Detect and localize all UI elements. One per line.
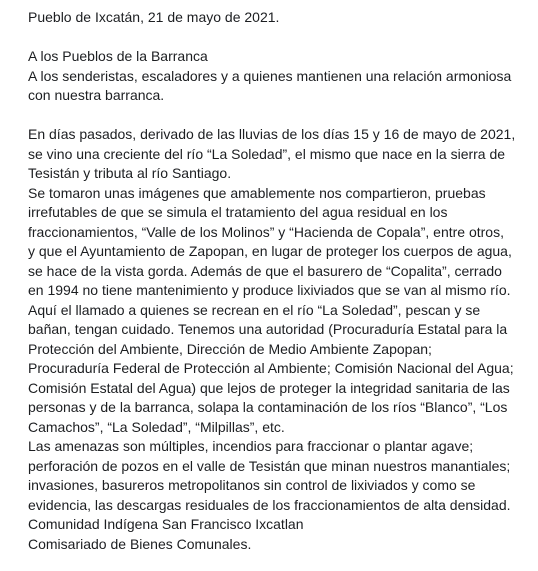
signature-line: Comunidad Indígena San Francisco Ixcatlan bbox=[28, 516, 304, 532]
body-line: Tesistán y tributa al río Santiago. bbox=[28, 165, 232, 181]
body-line: Aquí el llamado a quienes se recrean en el río “La Soledad”, pescan y se bbox=[28, 301, 481, 318]
body-line: se vino una creciente del río “La Soledad”, el mismo que nace en la sierra de bbox=[28, 145, 506, 162]
signature-block bbox=[28, 515, 528, 554]
body-line: Las amenazas son múltiples, incendios para fraccionar o plantar agave; bbox=[28, 438, 474, 454]
body-line: bañan, tengan cuidado. Tenemos una autoridad (Procuraduría Estatal para la bbox=[28, 321, 508, 337]
body-line: fraccionamientos, “Valle de los Molinos” y “Hacienda de Copala”, entre otros, bbox=[28, 223, 504, 240]
body-line: se hace de la vista gorda. Además de que el basurero de “Copalita”, cerrado bbox=[28, 262, 502, 279]
body-line: invasiones, basureros metropolitanos sin control de lixiviados y como se bbox=[28, 477, 476, 493]
body-line: Se tomaron unas imágenes que amablemente nos compartieron, pruebas bbox=[28, 184, 486, 201]
addressee-line: A los Pueblos de la Barranca bbox=[28, 48, 208, 64]
paragraph-gap bbox=[28, 28, 528, 48]
addressee-line: con nuestra barranca. bbox=[28, 87, 165, 103]
body-line: y que el Ayuntamiento de Zapopan, en lugar de proteger los cuerpos de agua, bbox=[28, 243, 512, 259]
letter-body bbox=[28, 125, 528, 515]
body-line: Comisión Estatal del Agua) que lejos de proteger la integridad sanitaria de las bbox=[28, 379, 510, 396]
dateline bbox=[28, 8, 528, 28]
addressee-block bbox=[28, 47, 528, 106]
body-line: Camachos”, “La Soledad”, “Milpillas”, etc. bbox=[28, 418, 285, 435]
body-line: personas y de la barranca, solapa la contaminación de los ríos “Blanco”, “Los bbox=[28, 399, 508, 415]
dateline-text: Pueblo de Ixcatán, 21 de mayo de 2021. bbox=[28, 9, 280, 25]
body-line: evidencia, las descargas residuales de los fraccionamientos de alta densidad. bbox=[28, 496, 511, 513]
signature-line: Comisariado de Bienes Comunales. bbox=[28, 535, 252, 552]
body-line: Protección del Ambiente, Dirección de Medio Ambiente Zapopan; bbox=[28, 340, 432, 357]
body-line: En días pasados, derivado de las lluvias de los días 15 y 16 de mayo de 2021, bbox=[28, 126, 516, 142]
body-line: irrefutables de que se simula el tratamiento del agua residual en los bbox=[28, 204, 448, 220]
body-line: Procuraduría Federal de Protección al Ambiente; Comisión Nacional del Agua; bbox=[28, 360, 514, 376]
body-line: en 1994 no tiene mantenimiento y produce lixiviados que se van al mismo río. bbox=[28, 282, 511, 298]
addressee-line: A los senderistas, escaladores y a quienes mantienen una relación armoniosa bbox=[28, 67, 512, 84]
body-line: perforación de pozos en el valle de Tesistán que minan nuestros manantiales; bbox=[28, 457, 511, 474]
paragraph-gap bbox=[28, 106, 528, 126]
